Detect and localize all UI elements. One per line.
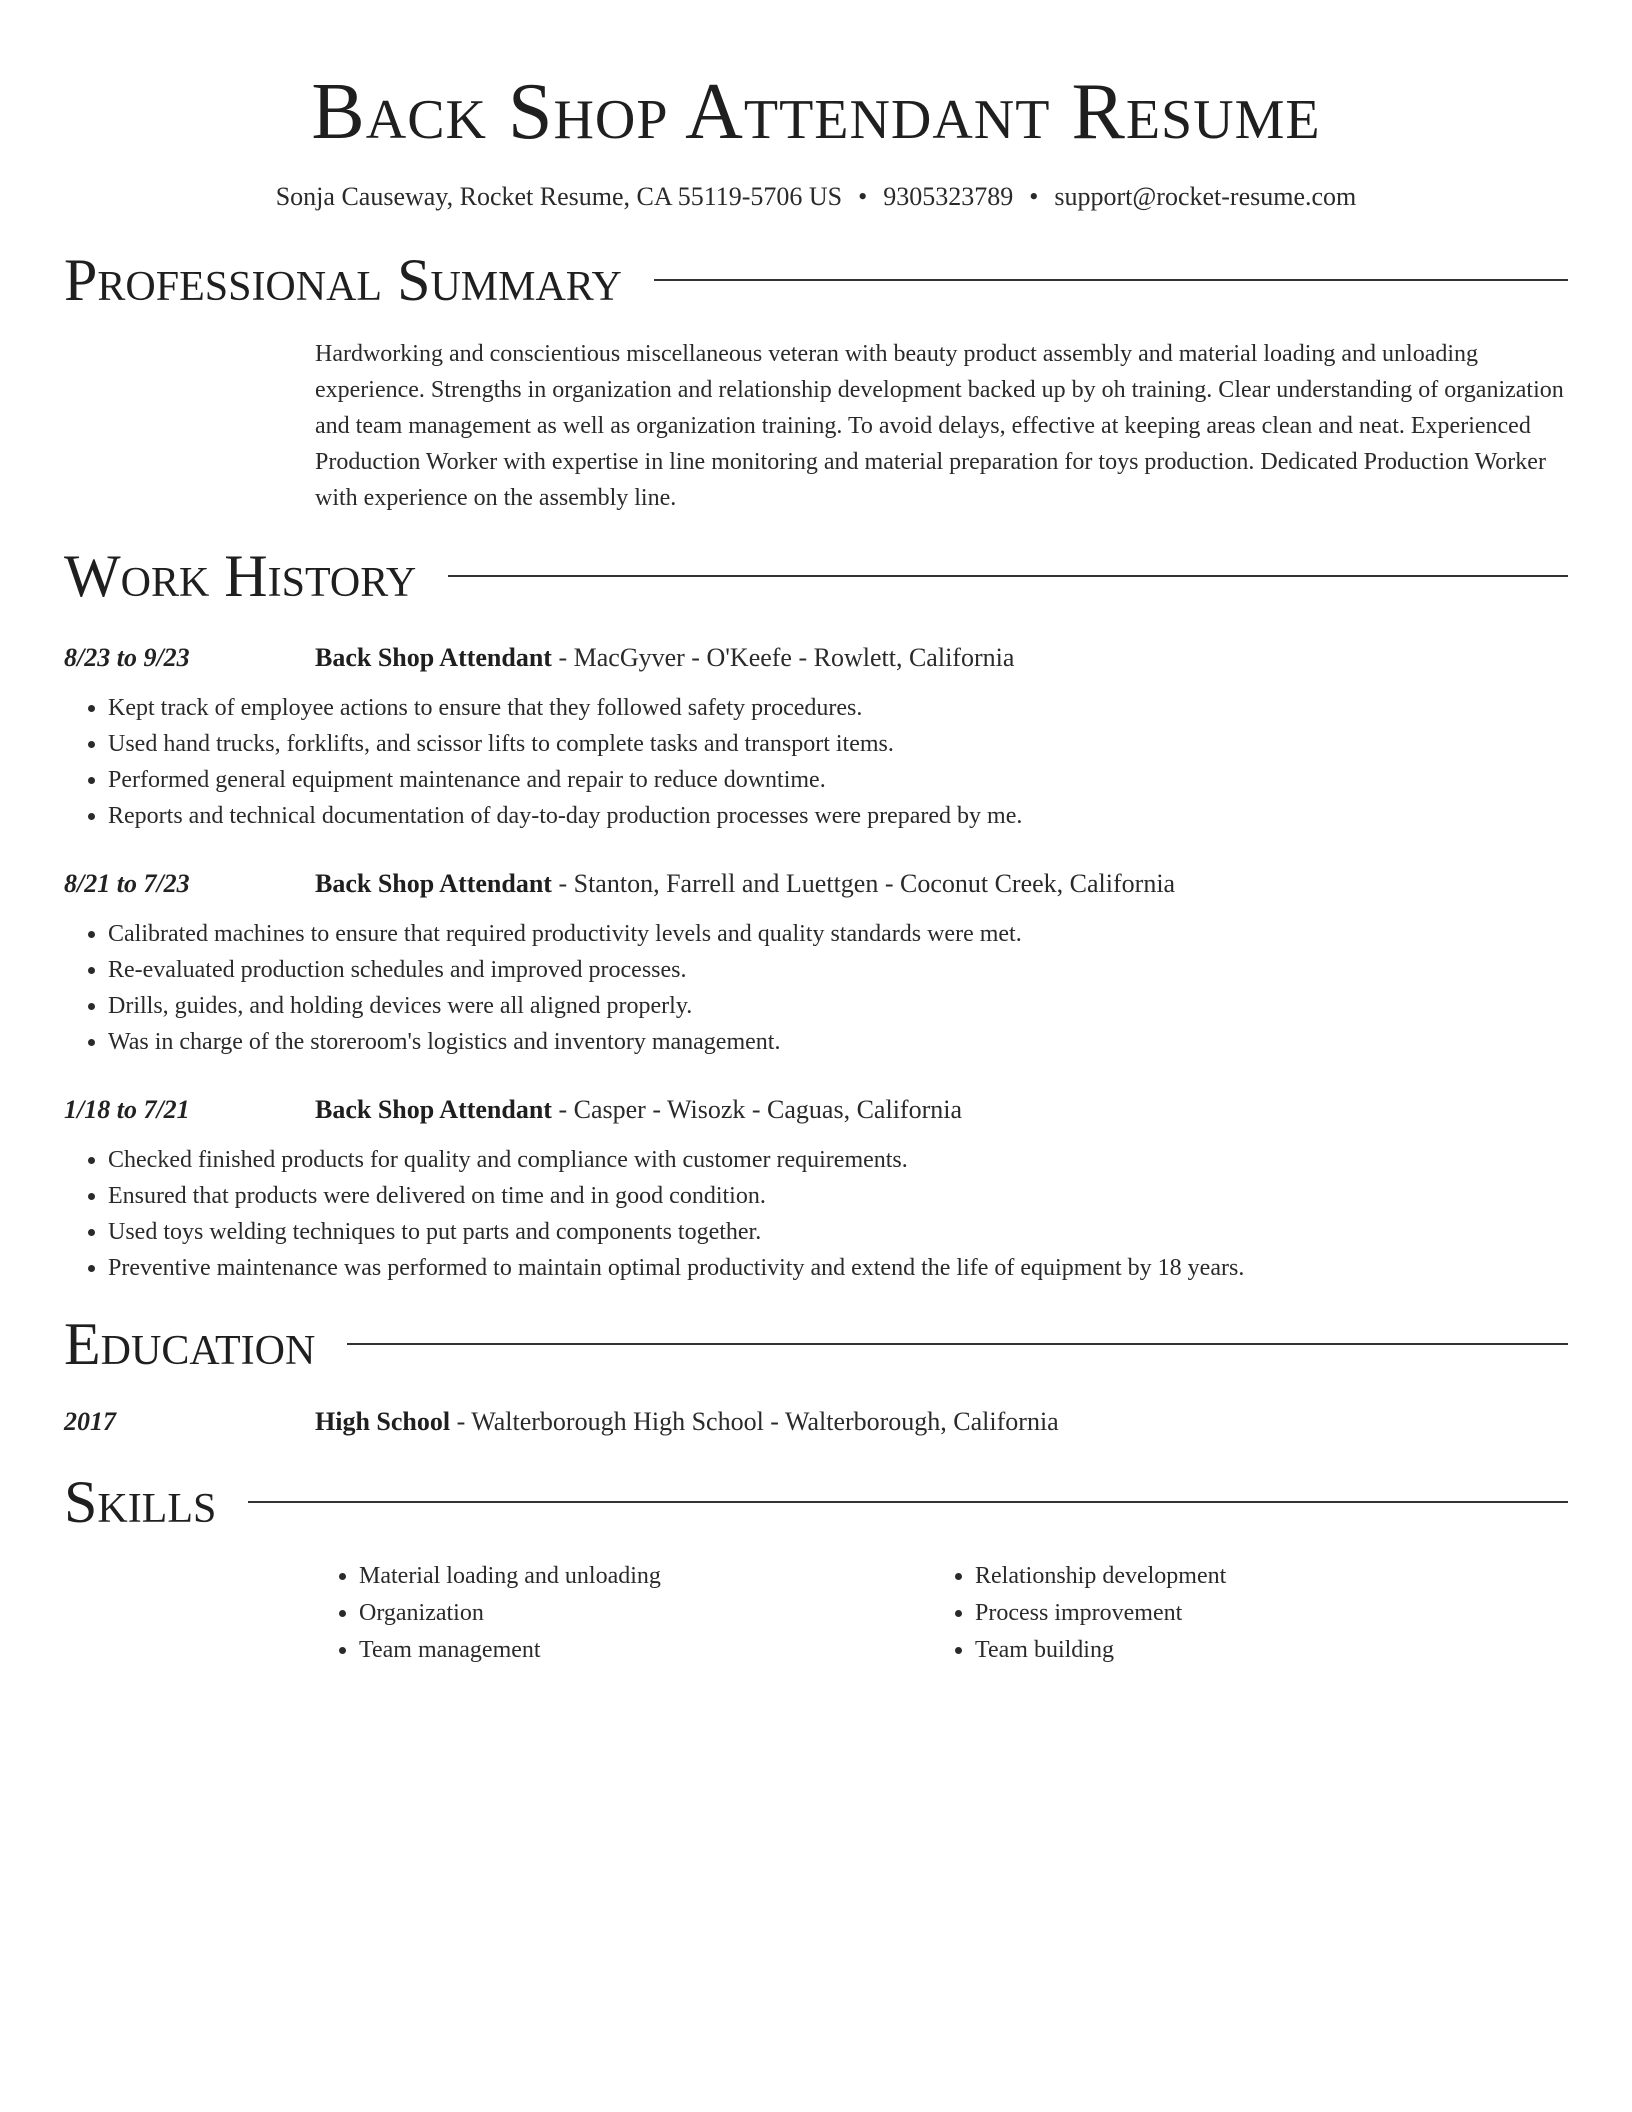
job-bullets <box>64 690 1568 834</box>
skill-item: • Team management <box>359 1632 931 1669</box>
job-title: Back Shop Attendant <box>315 643 552 672</box>
education-degree: High School <box>315 1407 451 1436</box>
list-item: • Calibrated machines to ensure that required productivity levels and quality standards were met. <box>108 916 1568 952</box>
list-item: • Performed general equipment maintenance and repair to reduce downtime. <box>108 762 1568 798</box>
section-work-header <box>64 540 1568 612</box>
job-details: - Casper - Wisozk - Caguas, California <box>551 1095 963 1124</box>
section-divider <box>248 1501 1568 1503</box>
section-divider <box>347 1343 1568 1345</box>
section-education-header <box>64 1308 1568 1380</box>
list-item: • Used hand trucks, forklifts, and scissor lifts to complete tasks and transport items. <box>108 726 1568 762</box>
summary-text: Hardworking and conscientious miscellaneous veteran with beauty product assembly and material loading and unloading experience. Strengths in organization and relationship development backed up by oh training. Clear understanding of organization and team management as well as organization training. To avoid delays, effective at keeping areas clean and neat. Experienced Production Worker with expertise in line monitoring and material preparation for toys production. Dedicated Production Worker with experience on the assembly line. <box>315 341 1564 511</box>
job-bullets <box>64 1142 1568 1286</box>
section-summary-header <box>64 244 1568 316</box>
section-skills-header <box>64 1466 1568 1538</box>
job-bullets <box>64 916 1568 1060</box>
skill-item: • Relationship development <box>975 1558 1535 1595</box>
list-item: • Preventive maintenance was performed to maintain optimal productivity and extend the life of equipment by 18 years. <box>108 1250 1568 1286</box>
section-heading: Professional Summary <box>64 247 622 313</box>
list-item: • Reports and technical documentation of day-to-day production processes were prepared by me. <box>108 798 1568 834</box>
skills-column-right <box>931 1558 1535 1669</box>
education-entry <box>64 1404 1568 1440</box>
education-heading <box>315 1404 1059 1440</box>
job-entry <box>64 866 1568 1060</box>
list-item: • Was in charge of the storeroom's logistics and inventory management. <box>108 1024 1568 1060</box>
section-heading: Work History <box>64 543 417 609</box>
contact-phone: 9305323789 <box>883 182 1014 211</box>
section-heading: Education <box>64 1311 316 1377</box>
section-heading: Skills <box>64 1469 217 1535</box>
skills-column-left <box>315 1558 931 1669</box>
list-item: • Checked finished products for quality and compliance with customer requirements. <box>108 1142 1568 1178</box>
skills-list <box>315 1558 1568 1669</box>
list-item: • Drills, guides, and holding devices were all aligned properly. <box>108 988 1568 1024</box>
resume-page <box>64 0 1568 1669</box>
skill-item: • Team building <box>975 1632 1535 1669</box>
job-heading <box>315 640 1014 676</box>
contact-separator: • <box>858 182 868 211</box>
contact-address: Sonja Causeway, Rocket Resume, CA 55119-5706 US <box>275 182 843 211</box>
section-divider <box>654 279 1568 281</box>
list-item: • Used toys welding techniques to put parts and components together. <box>108 1214 1568 1250</box>
education-details: - Walterborough High School - Walterborough, California <box>450 1407 1059 1436</box>
resume-title: Back Shop Attendant Resume <box>311 68 1321 156</box>
job-title: Back Shop Attendant <box>315 869 552 898</box>
skill-item: • Process improvement <box>975 1595 1535 1632</box>
contact-line <box>64 180 1568 214</box>
job-dates: 1/18 to 7/21 <box>64 1095 190 1124</box>
job-details: - Stanton, Farrell and Luettgen - Coconut Creek, California <box>551 869 1176 898</box>
list-item: • Kept track of employee actions to ensure that they followed safety procedures. <box>108 690 1568 726</box>
list-item: • Re-evaluated production schedules and improved processes. <box>108 952 1568 988</box>
job-dates: 8/23 to 9/23 <box>64 643 190 672</box>
job-heading <box>315 866 1175 902</box>
job-entry <box>64 1092 1568 1286</box>
contact-separator: • <box>1029 182 1039 211</box>
job-details: - MacGyver - O'Keefe - Rowlett, California <box>551 643 1015 672</box>
job-title: Back Shop Attendant <box>315 1095 552 1124</box>
skill-item: • Material loading and unloading <box>359 1558 931 1595</box>
section-divider <box>448 575 1568 577</box>
job-entry <box>64 640 1568 834</box>
contact-email: support@rocket-resume.com <box>1054 182 1357 211</box>
skill-item: • Organization <box>359 1595 931 1632</box>
job-dates: 8/21 to 7/23 <box>64 869 190 898</box>
education-year: 2017 <box>64 1407 116 1436</box>
job-heading <box>315 1092 962 1128</box>
list-item: • Ensured that products were delivered on time and in good condition. <box>108 1178 1568 1214</box>
